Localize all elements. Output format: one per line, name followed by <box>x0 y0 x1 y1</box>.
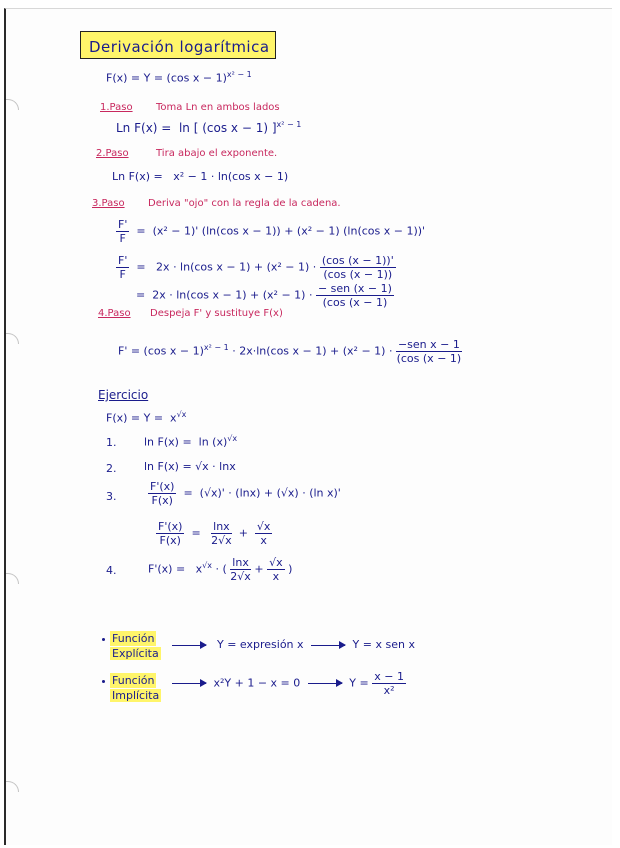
step3-equation-3: = 2x · ln(cos x − 1) + (x² − 1) · $\frac{\text{− sen (x − 1)}}{(\cos (x - 1)}$ <box>136 282 392 309</box>
step4-label: 4.Paso <box>98 308 131 319</box>
step-number-1: 1. <box>106 436 117 449</box>
page-title: Derivación logarítmica <box>80 31 276 59</box>
arrow-icon <box>172 645 206 646</box>
step2-equation: Ln F(x) = x² − 1 · ln(cos x − 1) <box>112 170 289 183</box>
exercise-definition: $F(x) = Y = x^{√x}$ <box>106 410 187 425</box>
arrow-icon <box>311 645 345 646</box>
exercise-line-1: $\ln F(x) = \ln (x)^{√x}$ <box>144 434 238 449</box>
exercise-line-3: $\frac{F'(x)}{F(x)}$ = (√x)' · (lnx) + (√x) · (ln x)' <box>150 480 341 507</box>
arrow-icon <box>172 683 206 684</box>
step-number-4: 4. <box>106 564 117 577</box>
step1-equation: Ln F(x) = ln [ (cos x − 1) ]$^{x^2 - 1}$ <box>116 120 302 135</box>
explicit-function-label: Función Explícita <box>102 633 161 660</box>
step-number-2: 2. <box>106 462 117 475</box>
binder-hole-mark <box>4 333 19 344</box>
binder-hole-mark <box>4 99 19 110</box>
step3-label: 3.Paso <box>92 198 125 209</box>
implicit-function-label: Función Implícita <box>102 675 161 702</box>
binder-hole-mark <box>4 573 19 584</box>
step4-equation: F' = (cos x − 1)$^{x^2 - 1}$ · 2x·ln(cos x − 1) + (x² − 1) · $\frac{\text{−sen x − 1}}{(\cos (x - 1)}$ <box>118 338 462 365</box>
step2-text: Tira abajo el exponente. <box>156 148 278 159</box>
notebook-page <box>4 8 612 845</box>
exercise-line-3b: $\frac{F'(x)}{F(x)}$ = $\frac{\ln x}{2√x}$ + $\frac{√x}{x}$ <box>158 520 271 547</box>
step1-label: 1.Paso <box>100 102 133 113</box>
exercise-heading: Ejercicio <box>98 388 149 402</box>
function-definition: F(x) = Y = (cos x − 1)$^{x^2 - 1}$ <box>106 70 252 85</box>
exercise-line-2: ln F(x) = √x · lnx <box>144 460 236 473</box>
exercise-line-4: $F'(x) = x^{√x}$ · ( $\frac{\ln x}{2√x}$ + $\frac{√x}{x}$ ) <box>148 556 293 583</box>
step4-text: Despeja F' y sustituye F(x) <box>150 308 283 319</box>
binder-hole-mark <box>4 781 19 792</box>
step-number-3: 3. <box>106 490 117 503</box>
explicit-equations: Y = expresión x Y = x sen x <box>168 639 415 650</box>
implicit-equations: x²Y + 1 − x = 0 Y = $\frac{x - 1}{\text{x²}}$ <box>168 671 406 696</box>
arrow-icon <box>308 683 342 684</box>
step2-label: 2.Paso <box>96 148 129 159</box>
bullet-icon <box>102 638 105 641</box>
step3-text: Deriva "ojo" con la regla de la cadena. <box>148 198 341 209</box>
step1-text: Toma Ln en ambos lados <box>156 102 280 113</box>
step3-equation-2: $\frac{F'}{F}$ = 2x · ln(cos x − 1) + (x² − 1) · $\frac{(\cos (x - 1))'}{(\cos (x - 1))}$ <box>118 254 394 281</box>
step3-equation-1: $\frac{F'}{F}$ = (x² − 1)' (ln(cos x − 1)) + (x² − 1) (ln(cos x − 1))' <box>118 218 426 245</box>
bullet-icon <box>102 680 105 683</box>
